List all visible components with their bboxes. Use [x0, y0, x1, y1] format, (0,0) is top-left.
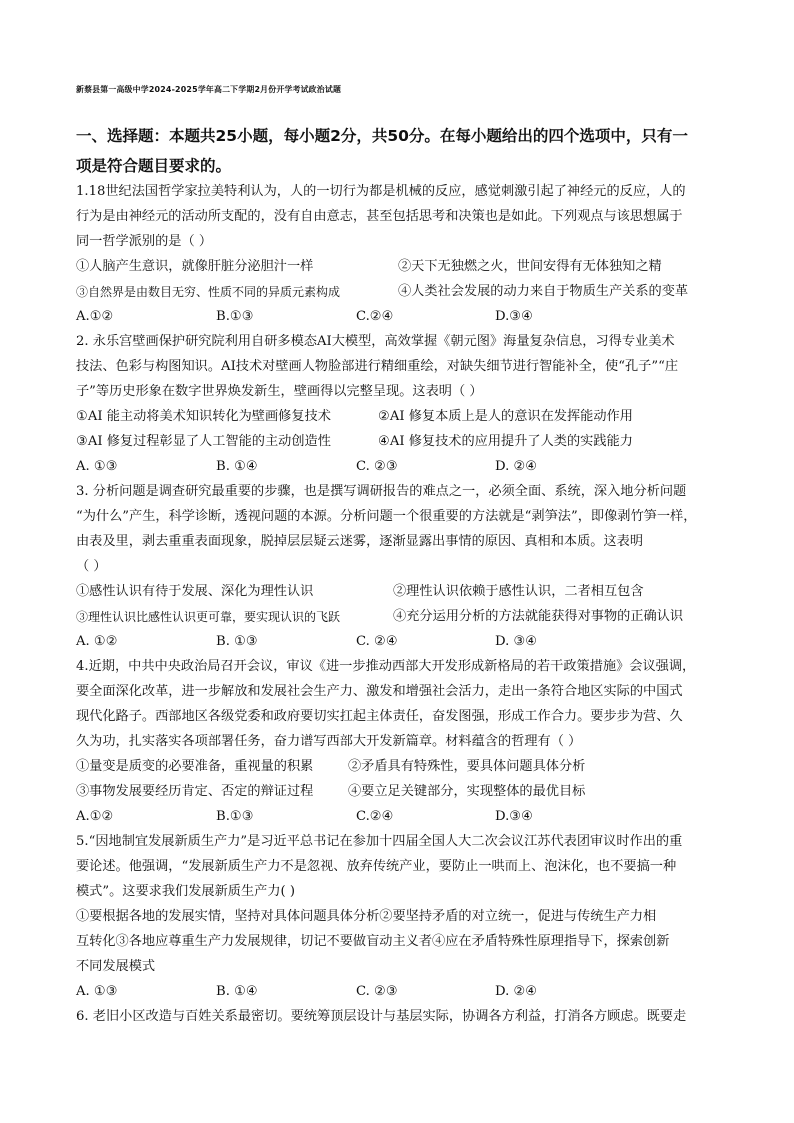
question-4-line-2: 要全面深化改革，进一步解放和发展社会生产力、激发和增强社会活力，走出一条符合地区实际的中国式 [76, 684, 683, 699]
question-3-option-4: ④充分运用分析的方法就能获得对事物的正确认识 [393, 609, 684, 624]
section-heading-line-2: 项是符合题目要求的。 [76, 157, 232, 175]
question-1-choice-a: A.①② [76, 309, 114, 324]
question-3-option-1: ①感性认识有待于发展、深化为理性认识 [76, 584, 314, 599]
section-heading-line-1: 一、选择题：本题共25小题，每小题2分，共50分。在每小题给出的四个选项中，只有一 [76, 127, 688, 145]
question-2-option-3: ③AI 修复过程彰显了人工智能的主动创造性 [76, 434, 331, 449]
question-5-line-3: 模式”。这要求我们发展新质生产力( ) [76, 884, 296, 899]
question-4-line-3: 现代化路子。西部地区各级党委和政府要切实扛起主体责任，奋发图强，形成工作合力。要步步为营、久 [76, 709, 683, 724]
question-2-line-3: 子”等历史形象在数字世界焕发新生，壁画得以完整呈现。这表明（ ） [76, 384, 483, 399]
question-4-option-1: ①量变是质变的必要准备，重视量的积累 [76, 759, 314, 774]
question-2-choice-d: D. ②④ [495, 459, 538, 474]
question-4-choice-a: A.①② [76, 809, 114, 824]
question-1-choice-d: D.③④ [495, 309, 533, 324]
question-1-option-2: ②天下无独燃之火，世间安得有无体独知之精 [398, 259, 662, 274]
question-3-option-3: ③理性认识比感性认识更可靠，要实现认识的飞跃 [76, 610, 341, 624]
question-3-line-1: 3. 分析问题是调查研究最重要的步骤，也是撰写调研报告的难点之一，必须全面、系统，深入地分析问题 [76, 484, 687, 499]
question-3-choice-b: B. ①③ [216, 634, 258, 649]
question-3-line-3: 由表及里，剥去重重表面现象，脱掉层层疑云迷雾，逐渐显露出事情的原因、真相和本质。这表明 [76, 534, 644, 549]
question-1-option-1: ①人脑产生意识，就像肝脏分泌胆汁一样 [76, 259, 314, 274]
question-5-choice-a: A. ①③ [76, 984, 118, 999]
question-5-line-1: 5.“因地制宜发展新质生产力”是习近平总书记在参加十四届全国人大二次会议江苏代表团审议时作出的重 [76, 834, 683, 849]
question-2-line-1: 2. 永乐宫壁画保护研究院利用自研多模态AI大模型，高效掌握《朝元图》海量复杂信息，习得专业美术 [76, 334, 675, 349]
question-5-line-5: 互转化③各地应尊重生产力发展规律，切记不要做盲动主义者④应在矛盾特殊性原理指导下，探索创新 [76, 934, 670, 949]
question-2-option-2: ②AI 修复本质上是人的意识在发挥能动作用 [378, 409, 633, 424]
question-2-choice-c: C. ②③ [356, 459, 398, 474]
question-4-option-3: ③事物发展要经历肯定、否定的辩证过程 [76, 784, 314, 799]
exam-title: 新蔡县第一高级中学2024-2025学年高二下学期2月份开学考试政治试题 [76, 85, 342, 94]
question-3-choice-a: A. ①② [76, 634, 118, 649]
question-3-choice-d: D. ③④ [495, 634, 538, 649]
question-4-choice-c: C.②④ [356, 809, 394, 824]
question-5-line-6: 不同发展模式 [76, 959, 156, 974]
question-3-line-2: “为什么”产生，科学诊断，透视问题的本源。分析问题一个很重要的方法就是“剥笋法”，即像剥竹笋一样， [76, 509, 697, 524]
question-4-choice-b: B.①③ [216, 809, 254, 824]
question-5-choice-b: B. ①④ [216, 984, 258, 999]
question-1-choice-c: C.②④ [356, 309, 394, 324]
question-6-line-1: 6. 老旧小区改造与百姓关系最密切。要统筹顶层设计与基层实际，协调各方利益，打消各方顾虑。既要走 [76, 1009, 687, 1024]
question-5-choice-c: C. ②③ [356, 984, 398, 999]
question-4-choice-d: D.③④ [495, 809, 533, 824]
question-1-line-3: 同一哲学派别的是（ ） [76, 234, 213, 249]
question-2-choice-b: B. ①④ [216, 459, 258, 474]
question-2-choice-a: A. ①③ [76, 459, 118, 474]
question-1-option-4: ④人类社会发展的动力来自于物质生产关系的变革 [398, 284, 689, 299]
question-1-line-1: 1.18世纪法国哲学家拉美特利认为，人的一切行为都是机械的反应，感觉刺激引起了神经元的反应，人的 [76, 184, 686, 199]
question-4-option-2: ②矛盾具有特殊性，要具体问题具体分析 [348, 759, 586, 774]
question-4-line-1: 4.近期，中共中央政治局召开会议，审议《进一步推动西部大开发形成新格局的若干政策措施》会议强调， [76, 659, 696, 674]
question-3-line-4: （ ） [76, 559, 107, 574]
question-2-line-2: 技法、色彩与构图知识。AI技术对壁画人物脸部进行精细重绘，对缺失细节进行智能补全，使“孔子”“庄 [76, 359, 679, 374]
question-3-choice-c: C. ②④ [356, 634, 398, 649]
question-1-choice-b: B.①③ [216, 309, 254, 324]
question-1-line-2: 行为是由神经元的活动所支配的，没有自由意志，甚至包括思考和决策也是如此。下列观点与该思想属于 [76, 209, 683, 224]
question-5-choice-d: D. ②④ [495, 984, 538, 999]
question-1-option-3: ③自然界是由数目无穷、性质不同的异质元素构成 [76, 285, 341, 299]
question-5-line-4: ①要根据各地的发展实情，坚持对具体问题具体分析②要坚持矛盾的对立统一，促进与传统生产力相 [76, 909, 657, 924]
question-2-option-1: ①AI 能主动将美术知识转化为壁画修复技术 [76, 409, 331, 424]
section-heading [76, 121, 726, 181]
question-5-line-2: 要论述。他强调，“发展新质生产力不是忽视、放弃传统产业，要防止一哄而上、泡沫化，也不要搞一种 [76, 859, 677, 874]
question-4-line-4: 久为功，扎实落实各项部署任务，奋力谱写西部大开发新篇章。材料蕴含的哲理有（ ） [76, 734, 582, 749]
question-3-option-2: ②理性认识依赖于感性认识，二者相互包含 [393, 584, 644, 599]
question-2-option-4: ④AI 修复技术的应用提升了人类的实践能力 [378, 434, 633, 449]
question-4-option-4: ④要立足关键部分，实现整体的最优目标 [348, 784, 586, 799]
